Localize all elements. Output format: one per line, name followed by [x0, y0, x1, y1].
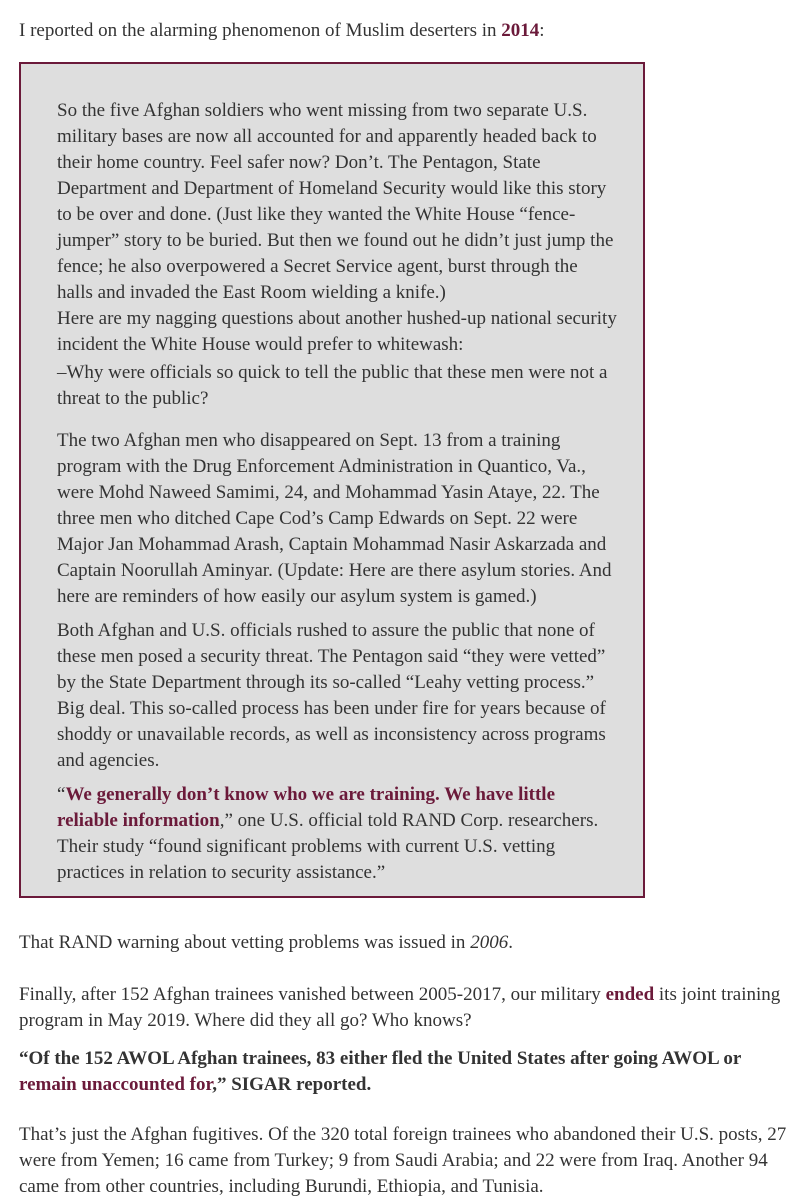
rand-warning-text: That RAND warning about vetting problems was issued in: [19, 932, 471, 953]
quote-paragraph-6: [57, 782, 617, 886]
quote-open-mark: “: [57, 784, 66, 805]
year-2006: 2006: [470, 932, 509, 953]
quote-paragraph-3: –Why were officials so quick to tell the public that these men were not a threat to the public?: [57, 362, 608, 409]
blockquote: [19, 62, 645, 898]
rand-warning-paragraph: [19, 930, 789, 956]
program-ended-text-2: its joint training program in May 2019. Where did they all go? Who knows?: [19, 984, 781, 1031]
quote-paragraph-5: Both Afghan and U.S. officials rushed to assure the public that none of these men posed a security threat. The Pentagon said “they were vetted” by the State Department through its so-called “Leahy vetting process.” Big deal. This so-called process has been under fire for years because of shoddy or unavailable records, as well as inconsistency across programs and agencies.: [57, 620, 606, 771]
ended-link[interactable]: ended: [605, 984, 655, 1005]
sigar-quote-paragraph: [19, 1046, 789, 1098]
rand-warning-period: .: [508, 932, 513, 953]
program-ended-paragraph: [19, 982, 789, 1034]
rand-quote-link[interactable]: We generally don’t know who we are training. We have little reliable information: [57, 784, 556, 831]
intro-text: I reported on the alarming phenomenon of Muslim deserters in: [19, 20, 502, 41]
quote-paragraph-4: The two Afghan men who disappeared on Sept. 13 from a training program with the Drug Enforcement Administration in Quantico, Va., were Mohd Naweed Samimi, 24, and Mohammad Yasin Ataye, 22. The three men who ditched Cape Cod’s Camp Edwards on Sept. 22 were Major Jan Mohammad Arash, Captain Mohammad Nasir Askarzada and Captain Noorullah Aminyar. (Update: Here are there asylum stories. And here are reminders of how easily our asylum system is gamed.): [57, 430, 612, 607]
intro-paragraph: [19, 18, 789, 44]
quote-p6-rest: ,” one U.S. official told RAND Corp. researchers. Their study “found significant problems with current U.S. vetting practices in relation to security assistance.”: [57, 810, 599, 883]
program-ended-text-1: Finally, after 152 Afghan trainees vanished between 2005-2017, our military: [19, 984, 606, 1005]
unaccounted-link[interactable]: remain unaccounted for: [19, 1074, 213, 1095]
quote-paragraph-1: So the five Afghan soldiers who went missing from two separate U.S. military bases are now all accounted for and apparently headed back to their home country. Feel safer now? Don’t. The Pentagon, State Department and Department of Homeland Security would like this story to be over and done. (Just like they wanted the White House “fence-jumper” story to be buried. But then we found out he didn’t just jump the fence; he also overpowered a Secret Service agent, burst through the halls and invaded the East Room wielding a knife.): [57, 100, 614, 303]
sigar-quote-text-1: “Of the 152 AWOL Afghan trainees, 83 either fled the United States after going AWOL or: [19, 1048, 741, 1069]
sigar-quote-text-2: ,” SIGAR reported.: [212, 1074, 372, 1095]
fugitives-paragraph: That’s just the Afghan fugitives. Of the 320 total foreign trainees who abandoned their U.S. posts, 27 were from Yemen; 16 came from Turkey; 9 from Saudi Arabia; and 22 were from Iraq. Another 94 came from other countries, including Burundi, Ethiopia, and Tunisia.: [19, 1124, 787, 1197]
link-2014[interactable]: 2014: [501, 20, 540, 41]
quote-paragraph-2: Here are my nagging questions about another hushed-up national security incident the White House would prefer to whitewash:: [57, 308, 617, 355]
intro-colon: :: [539, 20, 545, 41]
